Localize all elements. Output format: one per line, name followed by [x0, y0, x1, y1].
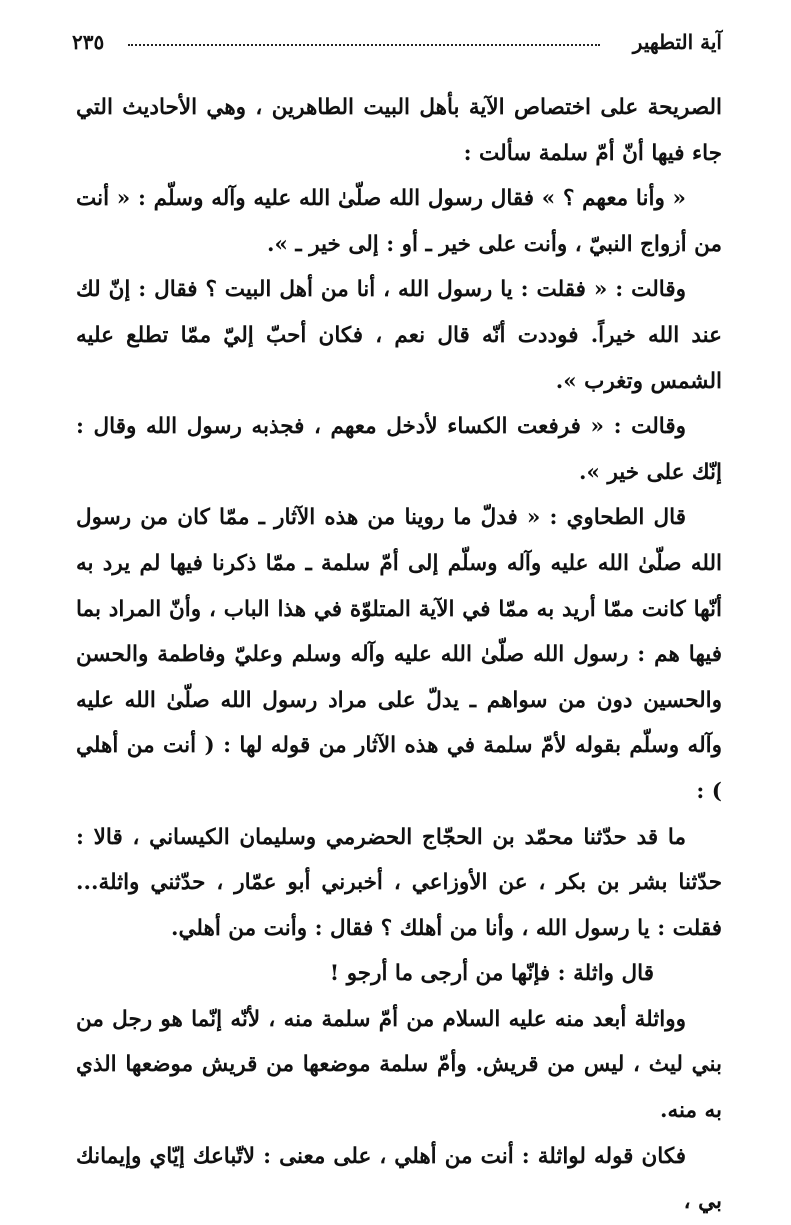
running-header — [70, 20, 730, 57]
paragraph-7: قال واثلة : فإنّها من أرجى ما أرجو ! — [329, 961, 654, 987]
paragraph-2: « وأنا معهم ؟ » فقال رسول الله صلّىٰ الله عليه وآله وسلّم : « أنت من أزواج النبيّ ، وأنت على خير ـ أو : إلى خير ـ ». — [76, 186, 722, 257]
paragraph-9: فكان قوله لواثلة : أنت من أهلي ، على معنى : لاتّباعك إيّاي وإيمانك بي ، — [76, 1143, 722, 1215]
paragraph-5: قال الطحاوي : « فدلّ ما روينا من هذه الآثار ـ ممّا كان من رسول الله صلّىٰ الله عليه وآله وسلّم إلى أمّ سلمة ـ ممّا ذكرنا فيها لم يرد به أنّها كانت ممّا أريد به ممّا في الآية المتلوّة في هذا الباب ، وأنّ المراد بما فيها هم : رسول الله صلّىٰ الله عليه وآله وسلم وعليّ وفاطمة والحسن والحسين دون من سواهم ـ يدلّ على مراد رسول الله صلّىٰ الله عليه وآله وسلّم بقوله لأمّ سلمة في هذه الآثار من قوله لها : ( أنت من أهلي ) : — [76, 505, 722, 804]
paragraph-8: وواثلة أبعد منه عليه السلام من أمّ سلمة منه ، لأنّه إنّما هو رجل من بني ليث ، ليس من قريش. وأمّ سلمة موضعها من قريش موضعها الذي به منه. — [76, 1006, 722, 1124]
paragraph-3: وقالت : « فقلت : يا رسول الله ، أنا من أهل البيت ؟ فقال : إنّ لك عند الله خيراً. فوددت أنّه قال نعم ، فكان أحبّ إليّ ممّا تطلع عليه الشمس وتغرب ». — [76, 277, 722, 394]
paragraph-1: الصريحة على اختصاص الآية بأهل البيت الطاهرين ، وهي الأحاديث التي جاء فيها أنّ أمّ سلمة سألت : — [76, 95, 722, 166]
paragraph-6: ما قد حدّثنا محمّد بن الحجّاج الحضرمي وسليمان الكيساني ، قالا : حدّثنا بشر بن بكر ، عن الأوزاعي ، أخبرني أبو عمّار ، حدّثني واثلة... فقلت : يا رسول الله ، وأنا من أهلك ؟ فقال : وأنت من أهلي. — [76, 824, 722, 941]
book-page — [70, 20, 730, 1215]
header-dot-leader — [128, 44, 600, 46]
page-number: ٢٣٥ — [72, 30, 105, 54]
paragraph-4: وقالت : « فرفعت الكساء لأدخل معهم ، فجذبه رسول الله وقال : إنّك على خير ». — [76, 414, 722, 485]
running-title: آية التطهير — [632, 30, 722, 54]
page-body — [70, 85, 730, 1225]
